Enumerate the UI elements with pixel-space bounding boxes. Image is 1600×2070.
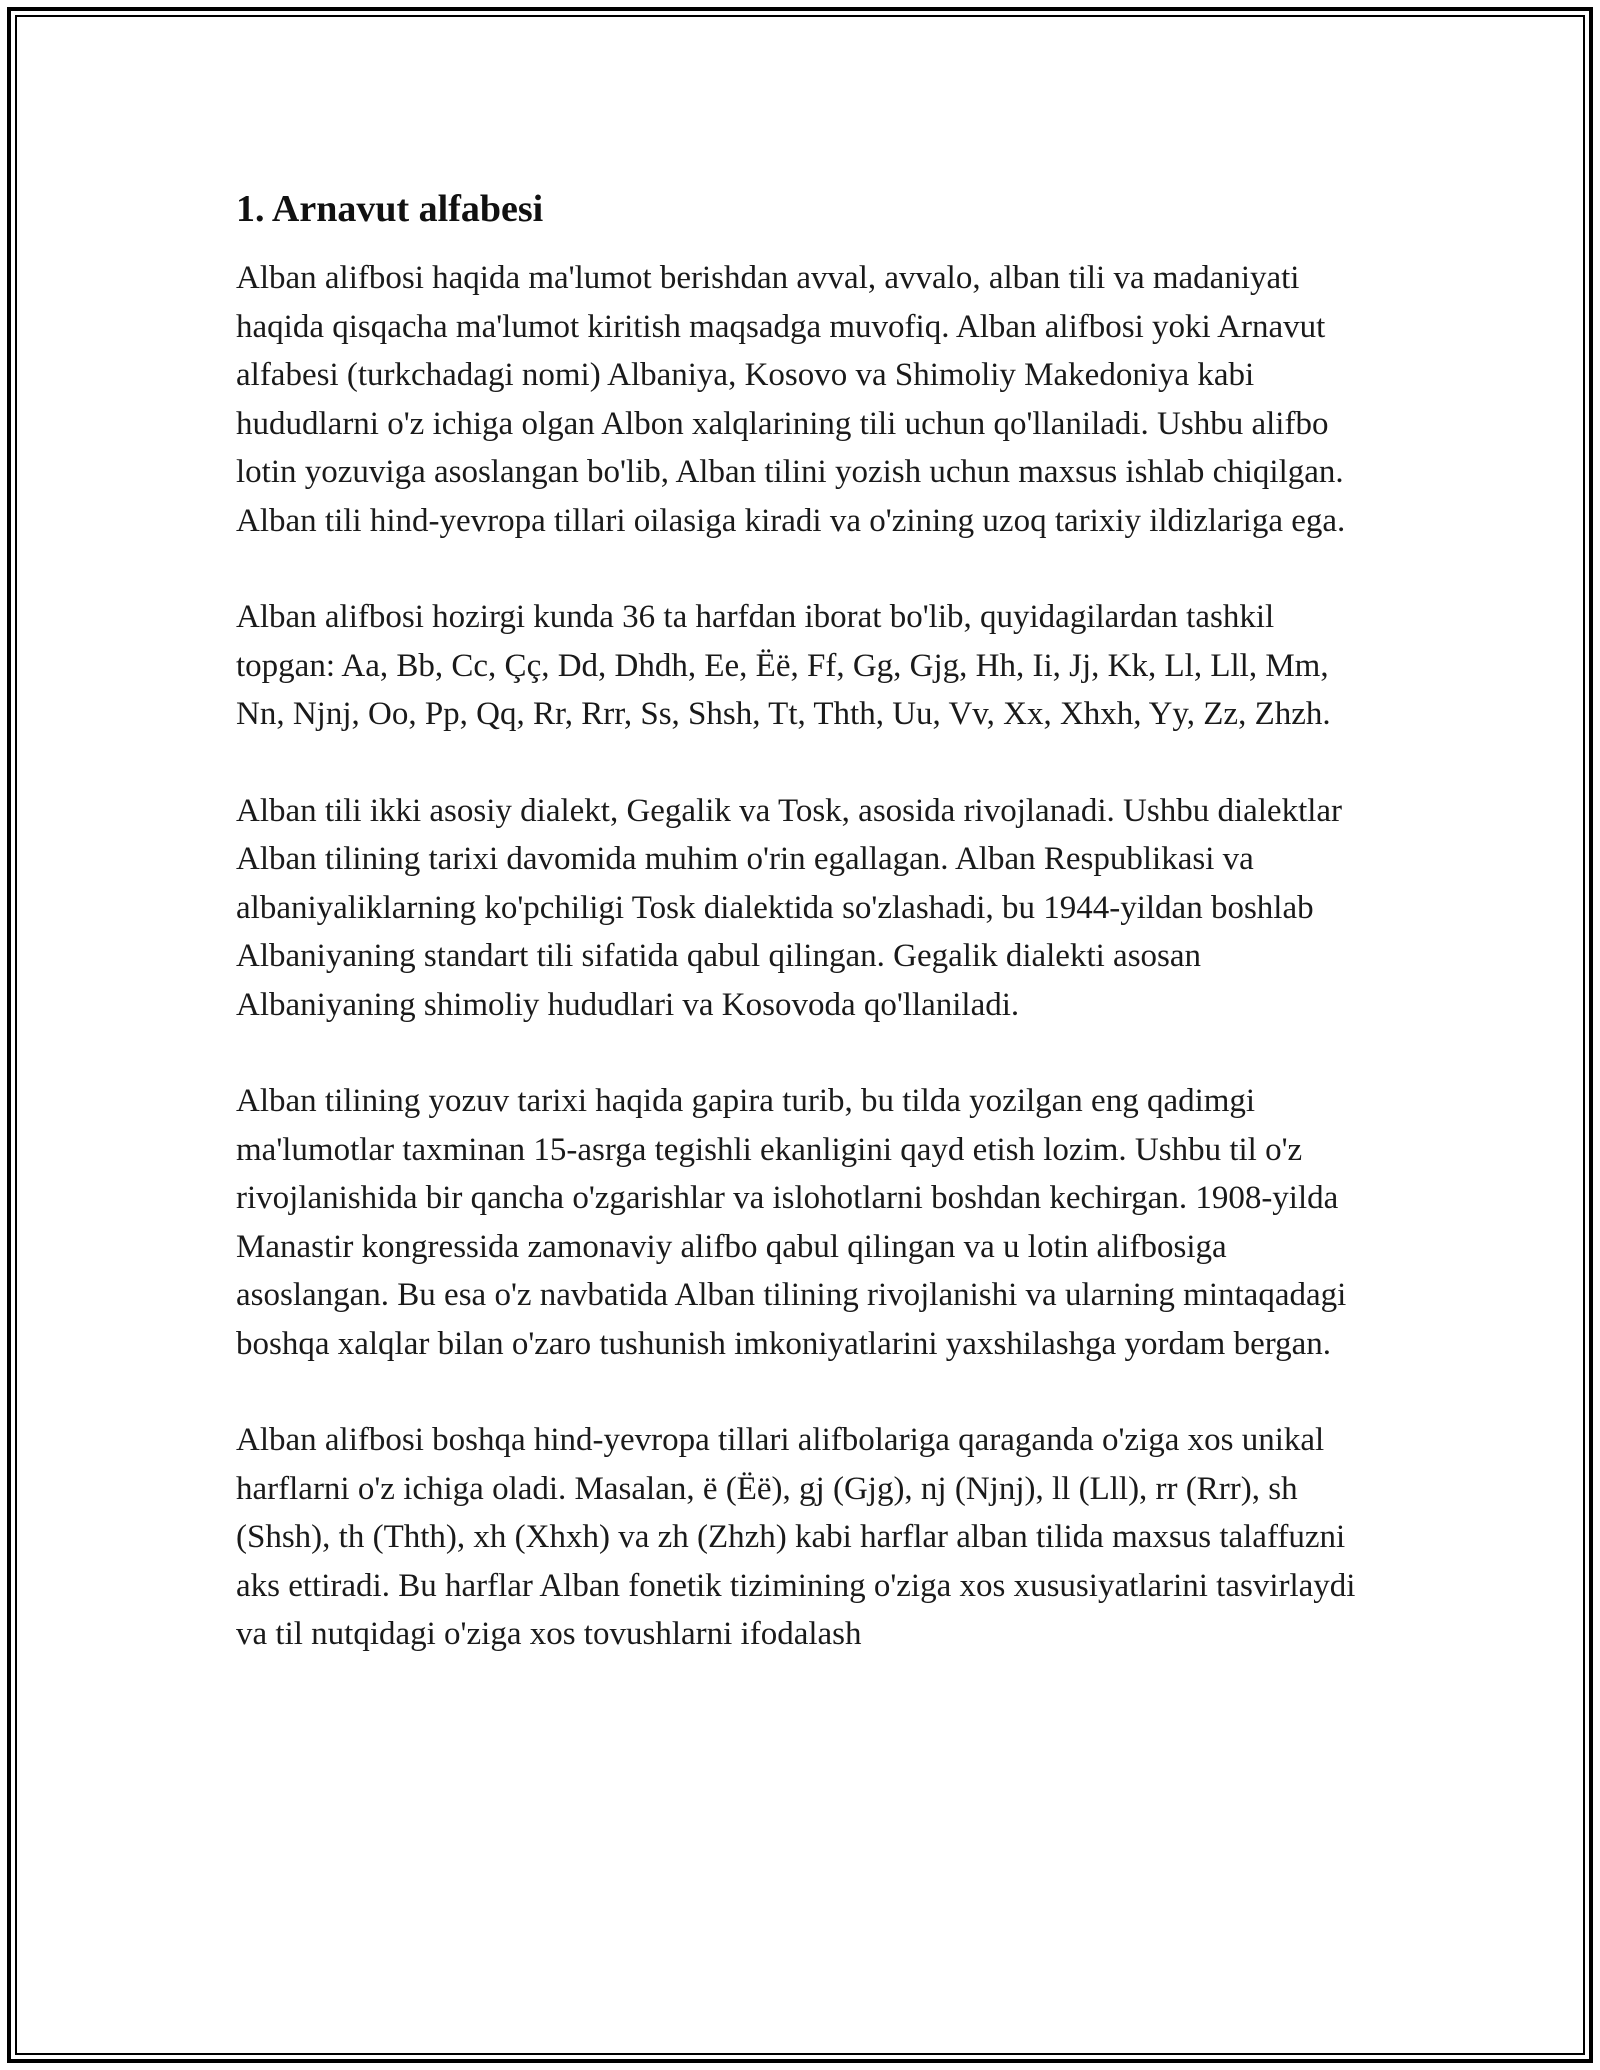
section-heading: 1. Arnavut alfabesi	[236, 188, 544, 230]
paragraph-letters: Alban alifbosi hozirgi kunda 36 ta harfdan iborat bo'lib, quyidagilardan tashkil topgan: Aa, Bb, Cc, Çç, Dd, Dhdh, Ee, Ëë, Ff, Gg, Gjg, Hh, Ii, Jj, Kk, Ll, Lll, Mm, Nn, Njnj, Oo, Pp, Qq, Rr, Rrr, Ss, Shsh, Tt, Thth, Uu, Vv, Xx, Xhxh, Yy, Zz, Zhzh.	[236, 599, 1331, 732]
paragraph-history: Alban tilining yozuv tarixi haqida gapira turib, bu tilda yozilgan eng qadimgi ma'lumotlar taxminan 15-asrga tegishli ekanligini qayd etish lozim. Ushbu til o'z rivojlanishida bir qancha o'zgarishlar va islohotlarni boshdan kechirgan. 1908-yilda Manastir kongressida zamonaviy alifbo qabul qilingan va u lotin alifbosiga asoslangan. Bu esa o'z navbatida Alban tilining rivojlanishi va ularning mintaqadagi boshqa xalqlar bilan o'zaro tushunish imkoniyatlarini yaxshilashga yordam bergan.	[236, 1083, 1347, 1362]
paragraph-unique-letters: Alban alifbosi boshqa hind-yevropa tillari alifbolariga qaraganda o'ziga xos unikal harflarni o'z ichiga oladi. Masalan, ë (Ëë), gj (Gjg), nj (Njnj), ll (Lll), rr (Rrr), sh (Shsh), th (Thth), xh (Xhxh) va zh (Zhzh) kabi harflar alban tilida maxsus talaffuzni aks ettiradi. Bu harflar Alban fonetik tizimining o'ziga xos xususiyatlarini tasvirlaydi va til nutqidagi o'ziga xos tovushlarni ifodalash	[236, 1422, 1356, 1652]
document-body	[236, 186, 1376, 1707]
paragraph-intro: Alban alifbosi haqida ma'lumot berishdan avval, avvalo, alban tili va madaniyati haqida qisqacha ma'lumot kiritish maqsadga muvofiq. Alban alifbosi yoki Arnavut alfabesi (turkchadagi nomi) Albaniya, Kosovo va Shimoliy Makedoniya kabi hududlarni o'z ichiga olgan Albon xalqlarining tili uchun qo'llaniladi. Ushbu alifbo lotin yozuviga asoslangan bo'lib, Alban tilini yozish uchun maxsus ishlab chiqilgan. Alban tili hind-yevropa tillari oilasiga kiradi va o'zining uzoq tarixiy ildizlariga ega.	[236, 260, 1346, 539]
paragraph-dialects: Alban tili ikki asosiy dialekt, Gegalik va Tosk, asosida rivojlanadi. Ushbu dialektlar Alban tilining tarixi davomida muhim o'rin egallagan. Alban Respublikasi va albaniyaliklarning ko'pchiligi Tosk dialektida so'zlashadi, bu 1944-yildan boshlab Albaniyaning standart tili sifatida qabul qilingan. Gegalik dialekti asosan Albaniyaning shimoliy hududlari va Kosovoda qo'llaniladi.	[236, 792, 1343, 1023]
